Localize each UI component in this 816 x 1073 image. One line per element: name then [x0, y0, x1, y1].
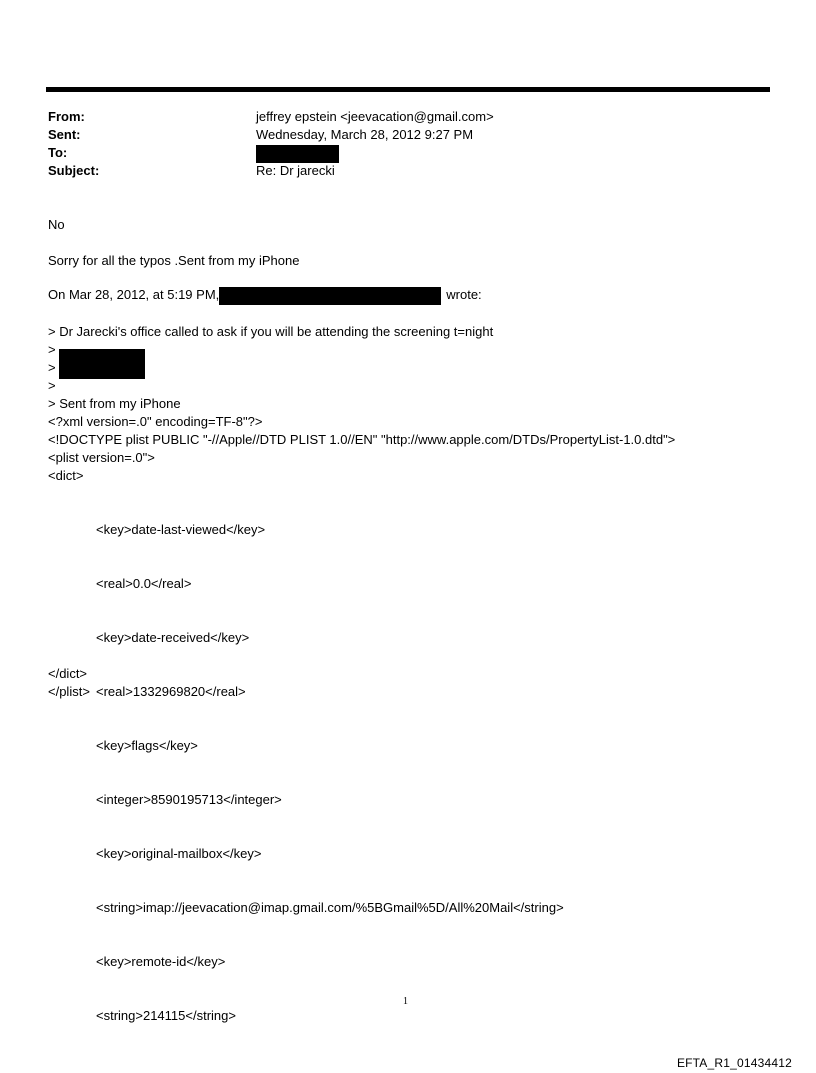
page-number: 1 — [403, 996, 408, 1007]
plist-line: <key>flags</key> — [96, 738, 198, 753]
header-divider — [46, 87, 770, 92]
plist-open-tag: <plist version=.0"> — [48, 450, 155, 465]
to-label: To: — [48, 145, 68, 160]
subject-label: Subject: — [48, 163, 100, 178]
quote-intro-end: wrote: — [446, 287, 482, 302]
subject-value: Re: Dr jarecki — [256, 163, 335, 178]
reply-text: No — [48, 217, 65, 232]
quoted-marker: > — [48, 360, 56, 375]
plist-doctype: <!DOCTYPE plist PUBLIC "-//Apple//DTD PLIST 1.0//EN" "http://www.apple.com/DTDs/PropertyList-1.0.dtd"> — [48, 432, 676, 447]
quoted-line: > Dr Jarecki's office called to ask if you will be attending the screening t=night — [48, 324, 494, 339]
redaction-box — [59, 349, 145, 379]
document-id: EFTA_R1_01434412 — [676, 1056, 792, 1070]
quoted-marker: > — [48, 378, 56, 393]
sent-label: Sent: — [48, 127, 81, 142]
plist-line: <real>1332969820</real> — [96, 684, 246, 699]
plist-line: <integer>8590195713</integer> — [96, 792, 282, 807]
sent-row — [48, 126, 748, 144]
plist-line: <string>imap://jeevacation@imap.gmail.com/%5BGmail%5D/All%20Mail</string> — [96, 900, 564, 915]
plist-line: <key>remote-id</key> — [96, 954, 226, 969]
plist-line: <key>date-last-viewed</key> — [96, 522, 266, 537]
quoted-sent-line: > Sent from my iPhone — [48, 396, 181, 411]
plist-entries — [48, 485, 564, 1043]
from-label: From: — [48, 109, 85, 124]
from-value: jeffrey epstein <jeevacation@gmail.com> — [256, 109, 494, 124]
dict-close-tag: </dict> — [48, 666, 88, 681]
to-row — [48, 144, 748, 162]
quote-intro-start: On Mar 28, 2012, at 5:19 PM, — [48, 287, 220, 302]
dict-open-tag: <dict> — [48, 468, 84, 483]
redaction-box — [219, 287, 441, 305]
signature-text: Sorry for all the typos .Sent from my iPhone — [48, 253, 300, 268]
plist-line: <key>original-mailbox</key> — [96, 846, 262, 861]
quoted-marker: > — [48, 342, 56, 357]
sent-value: Wednesday, March 28, 2012 9:27 PM — [256, 127, 474, 142]
plist-line: <string>214115</string> — [96, 1008, 236, 1023]
subject-row — [48, 162, 748, 180]
plist-close-tag: </plist> — [48, 684, 90, 699]
redaction-box — [256, 145, 339, 163]
quote-intro — [48, 286, 482, 305]
to-value — [256, 144, 748, 162]
plist-line: <real>0.0</real> — [96, 576, 192, 591]
email-header — [48, 108, 748, 180]
plist-xml-declaration: <?xml version=.0" encoding=TF-8"?> — [48, 414, 263, 429]
plist-line: <key>date-received</key> — [96, 630, 250, 645]
from-row — [48, 108, 748, 126]
